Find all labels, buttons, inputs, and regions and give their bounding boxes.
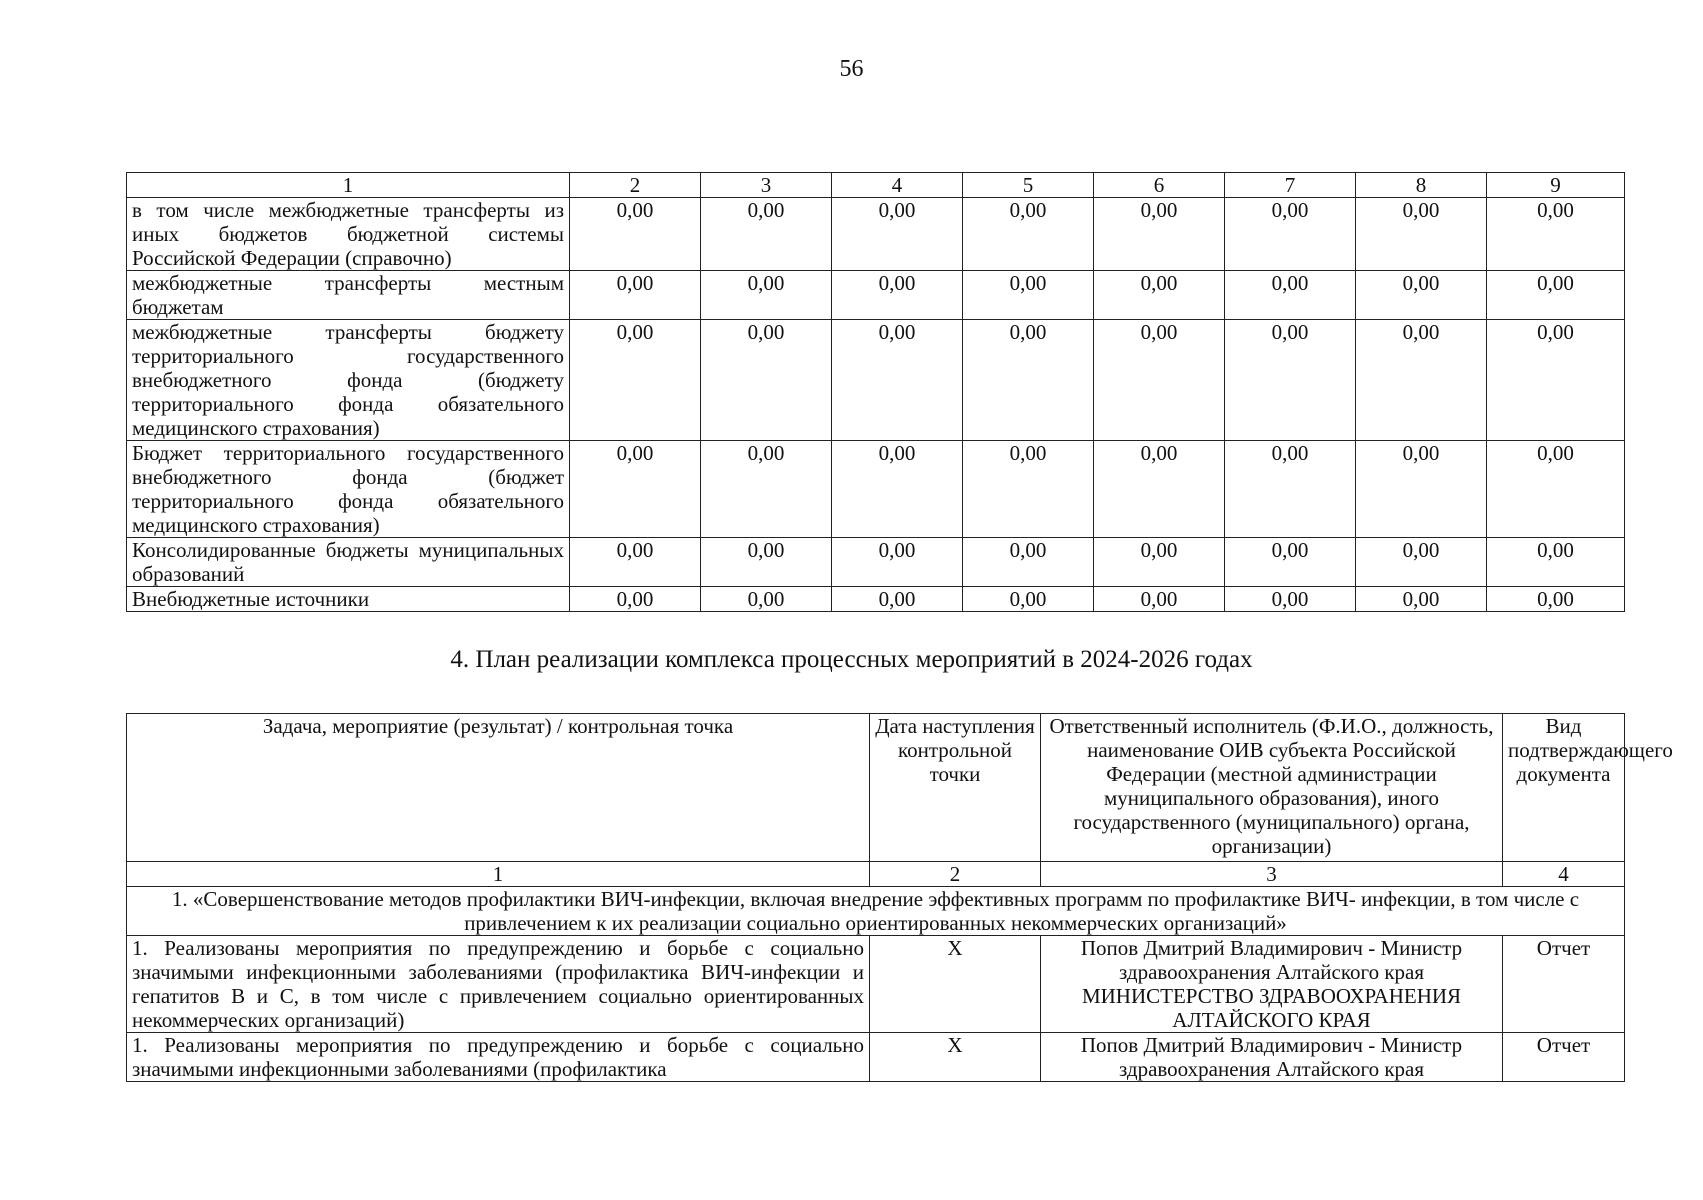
activity-executor: Попов Дмитрий Владимирович - Министр здравоохранения Алтайского края [1080, 936, 1463, 984]
task-row [127, 887, 1625, 936]
budget-row-label: Консолидированные бюджеты муниципальных образований [127, 538, 570, 587]
budget-value: 0,00 [570, 320, 701, 441]
budget-value: 0,00 [570, 271, 701, 320]
budget-value: 0,00 [1225, 538, 1356, 587]
budget-value: 0,00 [832, 587, 963, 612]
budget-value: 0,00 [1094, 271, 1225, 320]
column-number: 6 [1094, 173, 1225, 198]
budget-value: 0,00 [570, 587, 701, 612]
budget-value: 0,00 [1356, 198, 1487, 271]
plan-header-row [127, 714, 1625, 862]
budget-value: 0,00 [570, 441, 701, 538]
budget-value: 0,00 [963, 587, 1094, 612]
budget-row [127, 320, 1625, 441]
plan-column-numbers-row [127, 862, 1625, 887]
header-date: Дата наступления контрольной точки [870, 714, 1041, 862]
activity-document: Отчет [1503, 936, 1625, 1033]
budget-value: 0,00 [1356, 320, 1487, 441]
budget-value: 0,00 [1225, 441, 1356, 538]
budget-value: 0,00 [1225, 587, 1356, 612]
column-number: 4 [832, 173, 963, 198]
budget-value: 0,00 [832, 198, 963, 271]
budget-table [126, 172, 1625, 612]
budget-value: 0,00 [1225, 271, 1356, 320]
budget-value: 0,00 [701, 320, 832, 441]
activity-date: X [870, 936, 1041, 1033]
task-title: 1. «Совершенствование методов профилактики ВИЧ-инфекции, включая внедрение эффективных программ по профилактике ВИЧ- инфекции, в том числе с привлечением к их реализации социально ориентированных некоммерческих организаций» [127, 887, 1625, 936]
activity-row [127, 936, 1625, 1033]
budget-value: 0,00 [1487, 441, 1625, 538]
budget-value: 0,00 [1356, 587, 1487, 612]
column-number: 9 [1487, 173, 1625, 198]
budget-value: 0,00 [701, 198, 832, 271]
budget-value: 0,00 [1487, 587, 1625, 612]
column-number: 2 [570, 173, 701, 198]
budget-row [127, 587, 1625, 612]
budget-row-label: в том числе межбюджетные трансферты из иных бюджетов бюджетной системы Российской Федерации (справочно) [127, 198, 570, 271]
budget-value: 0,00 [832, 441, 963, 538]
budget-row-label: межбюджетные трансферты бюджету территориального государственного внебюджетного фонда (бюджету территориального фонда обязательного медицинского страхования) [127, 320, 570, 441]
budget-value: 0,00 [1487, 271, 1625, 320]
activity-executor-cell [1041, 936, 1503, 1033]
activity-text: 1. Реализованы мероприятия по предупреждению и борьбе с социально значимыми инфекционными заболеваниями (профилактика ВИЧ-инфекции и гепатитов В и С, в том числе с привлечением социально ориентированных некоммерческих организаций) [127, 936, 870, 1033]
budget-row [127, 198, 1625, 271]
budget-value: 0,00 [1225, 198, 1356, 271]
budget-value: 0,00 [832, 320, 963, 441]
budget-value: 0,00 [701, 587, 832, 612]
budget-value: 0,00 [963, 538, 1094, 587]
activity-date: X [870, 1033, 1041, 1082]
budget-value: 0,00 [1094, 538, 1225, 587]
column-number: 5 [963, 173, 1094, 198]
budget-row-label: Внебюджетные источники [127, 587, 570, 612]
budget-value: 0,00 [1094, 587, 1225, 612]
column-number: 4 [1503, 862, 1625, 887]
column-number: 1 [127, 862, 870, 887]
budget-value: 0,00 [1356, 271, 1487, 320]
budget-value: 0,00 [701, 441, 832, 538]
budget-value: 0,00 [963, 271, 1094, 320]
budget-value: 0,00 [963, 441, 1094, 538]
budget-row [127, 271, 1625, 320]
activity-executor: Попов Дмитрий Владимирович - Министр здравоохранения Алтайского края [1041, 1033, 1503, 1082]
column-number: 1 [127, 173, 570, 198]
column-number: 3 [701, 173, 832, 198]
header-executor: Ответственный исполнитель (Ф.И.О., должность, наименование ОИВ субъекта Российской Федерации (местной администрации муниципального образования), иного государственного (муниципального) органа, организации) [1041, 714, 1503, 862]
header-document: Вид подтверждающего документа [1503, 714, 1625, 862]
budget-value: 0,00 [832, 538, 963, 587]
column-number: 2 [870, 862, 1041, 887]
activity-row [127, 1033, 1625, 1082]
budget-row-label: межбюджетные трансферты местным бюджетам [127, 271, 570, 320]
budget-value: 0,00 [1356, 538, 1487, 587]
budget-row [127, 538, 1625, 587]
budget-row-label: Бюджет территориального государственного внебюджетного фонда (бюджет территориального фонда обязательного медицинского страхования) [127, 441, 570, 538]
activity-document: Отчет [1503, 1033, 1625, 1082]
budget-header-row [127, 173, 1625, 198]
activity-text: 1. Реализованы мероприятия по предупреждению и борьбе с социально значимыми инфекционными заболеваниями (профилактика [127, 1033, 870, 1082]
budget-value: 0,00 [570, 198, 701, 271]
section-title: 4. План реализации комплекса процессных мероприятий в 2024-2026 годах [450, 646, 1253, 673]
budget-value: 0,00 [1487, 538, 1625, 587]
budget-value: 0,00 [1487, 198, 1625, 271]
activity-organization: МИНИСТЕРСТВО ЗДРАВООХРАНЕНИЯ АЛТАЙСКОГО КРАЯ [1081, 984, 1462, 1032]
plan-table [126, 713, 1673, 1082]
budget-value: 0,00 [1487, 320, 1625, 441]
budget-value: 0,00 [963, 198, 1094, 271]
budget-row [127, 441, 1625, 538]
budget-value: 0,00 [1094, 320, 1225, 441]
budget-value: 0,00 [701, 538, 832, 587]
header-task: Задача, мероприятие (результат) / контрольная точка [127, 714, 870, 862]
budget-value: 0,00 [832, 271, 963, 320]
column-number: 3 [1041, 862, 1503, 887]
column-number: 7 [1225, 173, 1356, 198]
budget-value: 0,00 [1094, 441, 1225, 538]
budget-value: 0,00 [1225, 320, 1356, 441]
budget-value: 0,00 [963, 320, 1094, 441]
page-number: 56 [839, 56, 864, 82]
budget-value: 0,00 [1094, 198, 1225, 271]
column-number: 8 [1356, 173, 1487, 198]
budget-value: 0,00 [570, 538, 701, 587]
budget-value: 0,00 [701, 271, 832, 320]
budget-value: 0,00 [1356, 441, 1487, 538]
